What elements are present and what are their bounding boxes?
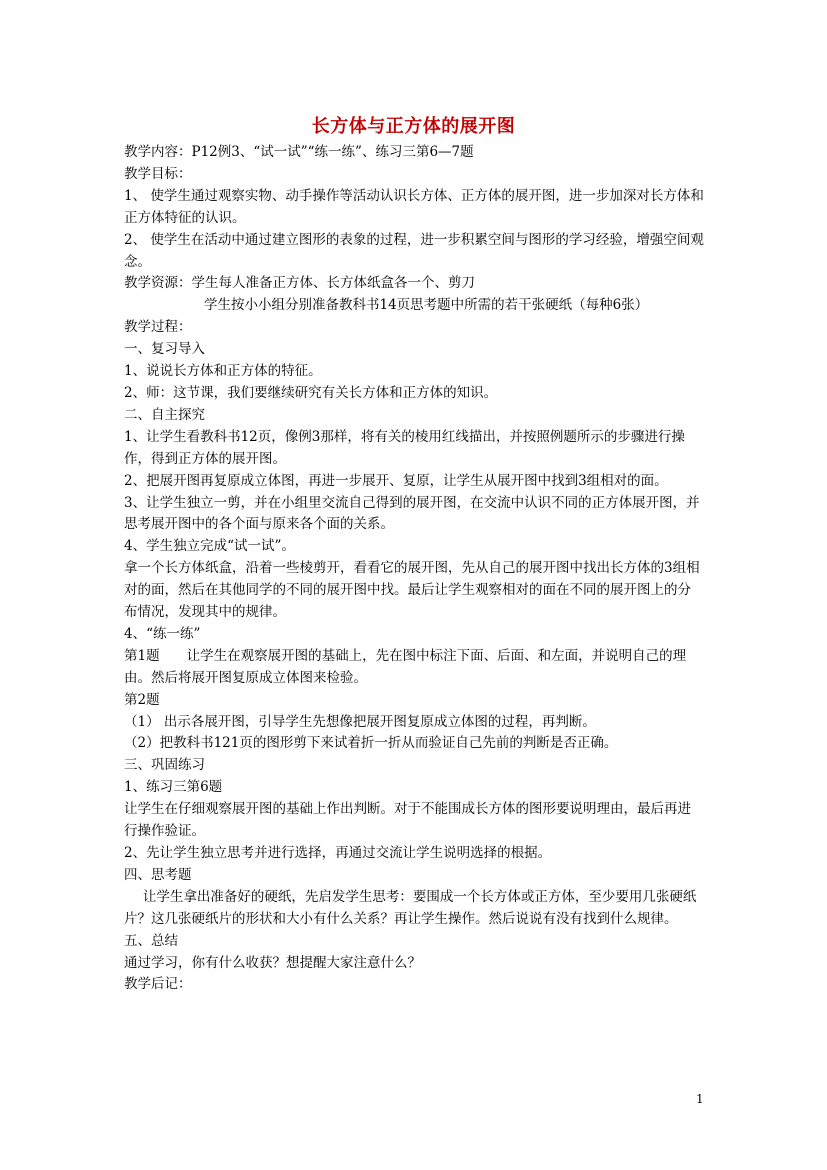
paragraph: 3、让学生独立一剪，并在小组里交流自己得到的展开图，在交流中认识不同的正方体展开图，并思考展开图中的各个面与原来各个面的关系。 [124,494,700,533]
paragraph: （1） 出示各展开图，引导学生先想像把展开图复原成立体图的过程，再判断。 [124,713,596,730]
section-heading: 一、复习导入 [124,341,205,358]
paragraph: 2、先让学生独立思考并进行选择，再通过交流让学生说明选择的根据。 [124,845,552,861]
paragraph: 1、说说长方体和正方体的特征。 [124,363,322,380]
paragraph: 4、“练一练” [124,625,201,642]
paragraph: （2）把教科书121页的图形剪下来试着折一折从而验证自己先前的判断是否正确。 [124,735,618,752]
document-title: 长方体与正方体的展开图 [311,116,516,137]
section-heading: 四、思考题 [124,866,192,883]
paragraph: 拿一个长方体纸盒，沿着一些棱剪开，看看它的展开图，先从自己的展开图中找出长方体的3组相对的面，然后在其他同学的不同的展开图中找。最后让学生观察相对的面在不同的展开图上的分布情况，发现其中的规律。 [124,560,700,621]
paragraph: 4、学生独立完成“试一试”。 [124,538,295,555]
paragraph: 1、练习三第6题 [124,779,223,796]
paragraph: 2、把展开图再复原成立体图，再进一步展开、复原，让学生从展开图中找到3组相对的面。 [124,472,668,489]
paragraph: 学生按小小组分别准备教科书14页思考题中所需的若干张硬纸（每种6张） [204,297,649,314]
paragraph: 第2题 [124,691,160,708]
paragraph: 1、让学生看教科书12页，像例3那样，将有关的棱用红线描出，并按照例题所示的步骤进行操作，得到正方体的展开图。 [124,428,685,467]
paragraph: 教学内容：P12例3、“试一试”“练一练”、练习三第6—7题 [124,144,474,160]
paragraph: 让学生在仔细观察展开图的基础上作出判断。对于不能围成长方体的图形要说明理由，最后再进行操作验证。 [124,801,691,840]
paragraph: 第1题 让学生在观察展开图的基础上，先在图中标注下面、后面、和左面，并说明自己的理由。然后将展开图复原成立体图来检验。 [124,647,687,686]
paragraph: 通过学习，你有什么收获？想提醒大家注意什么？ [124,954,421,971]
paragraph: 教学资源：学生每人准备正方体、长方体纸盒各一个、剪刀 [124,275,475,292]
section-heading: 二、自主探究 [124,406,205,423]
paragraph: 2、师：这节课，我们要继续研究有关长方体和正方体的知识。 [124,384,498,401]
paragraph: 教学后记： [124,976,192,993]
paragraph: 1、 使学生通过观察实物、动手操作等活动认识长方体、正方体的展开图，进一步加深对长方体和正方体特征的认识。 [124,187,704,226]
section-heading: 五、总结 [124,932,178,949]
paragraph: 教学过程： [124,319,192,336]
paragraph: 让学生拿出准备好的硬纸，先启发学生思考：要围成一个长方体或正方体，至少要用几张硬纸片？这几张硬纸片的形状和大小有什么关系？再让学生操作。然后说说有没有找到什么规律。 [124,888,697,927]
section-heading: 三、巩固练习 [124,757,205,774]
paragraph: 2、 使学生在活动中通过建立图形的表象的过程，进一步积累空间与图形的学习经验，增强空间观念。 [124,231,704,270]
document-body [124,142,704,996]
paragraph: 教学目标： [124,165,192,182]
page-number: 1 [696,1092,704,1106]
